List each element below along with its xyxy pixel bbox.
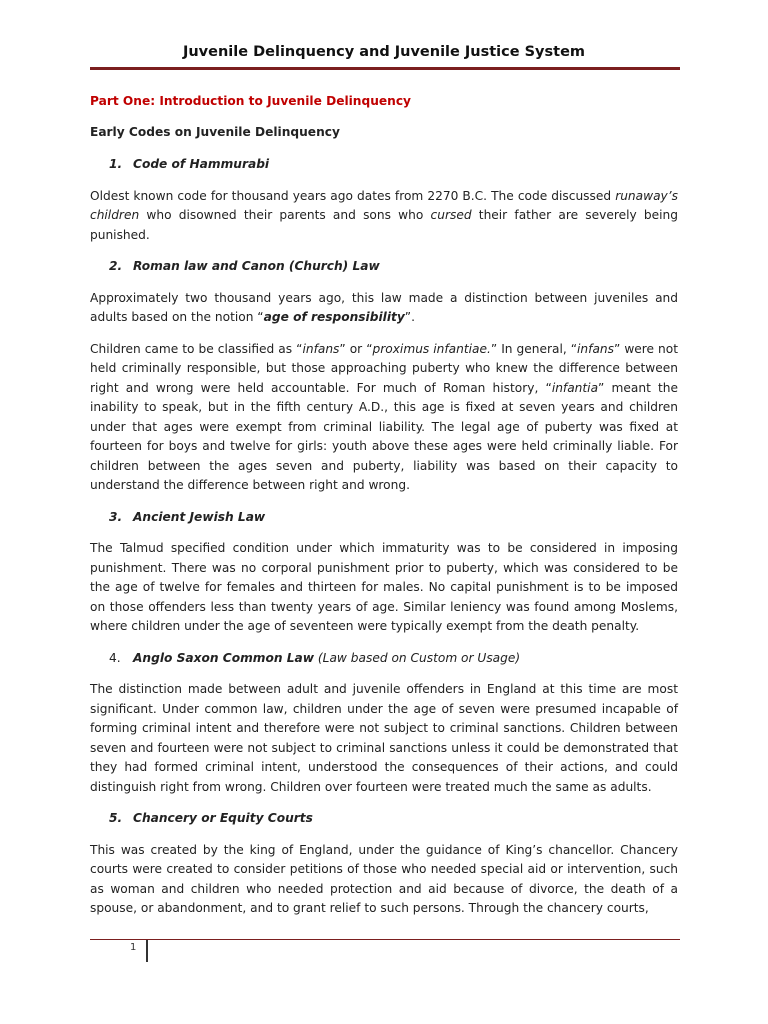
item-title: Ancient Jewish Law: [133, 509, 266, 524]
item-number: 2.: [109, 259, 123, 273]
item-number: 3.: [109, 509, 123, 524]
text-run: Children came to be classified as “: [90, 341, 303, 356]
paragraph: The distinction made between adult and juvenile offenders in England at this time are most significant. Under common law, children under the age of seven were presumed incapable of forming criminal intent and therefore were not subject to criminal sanctions. Children between seven and fourteen were not subject to criminal sanctions unless it could be demonstrated that they had formed criminal intent, understood the consequences of their actions, and could distinguish right from wrong. Children over fourteen were treated much the same as adults.: [90, 682, 678, 794]
item-number: 4.: [109, 650, 121, 665]
text-run: their father are severely being punished.: [90, 208, 678, 242]
part-heading: Part One: Introduction to Juvenile Delinquency: [90, 94, 411, 108]
item-title: Chancery or Equity Courts: [133, 811, 313, 825]
text-run: ” meant the inability to speak, but in the fifth century A.D., this age is fixed at seven years and children under that ages were exempt from criminal liability. The legal age of puberty was fixed at fourteen for boys and twelve for girls: youth above these ages were held criminally liable. For children between the ages seven and puberty, liability was based on their capacity to understand the difference between right and wrong.: [90, 380, 679, 492]
item-title: Anglo Saxon Common Law: [133, 650, 315, 665]
text-run: Oldest known code for thousand years ago dates from 2270 B.C. The code discussed: [90, 188, 616, 203]
italic-text: infans: [577, 341, 614, 356]
text-run: Approximately two thousand years ago, this law made a distinction between juveniles and adults based on the notion “: [90, 290, 678, 324]
item-subtitle: (Law based on Custom or Usage): [317, 650, 521, 665]
bold-italic-text: age of responsibility: [263, 310, 405, 324]
section-heading: Early Codes on Juvenile Delinquency: [90, 124, 340, 139]
text-run: ”.: [404, 310, 415, 324]
text-run: who disowned their parents and sons who: [139, 208, 431, 222]
text-run: ” or “: [339, 341, 373, 356]
page-number-bar: [146, 940, 148, 962]
footer-divider: [90, 939, 680, 940]
item-heading-1: [109, 155, 678, 175]
paragraph: [90, 187, 678, 246]
item-title: Code of Hammurabi: [133, 157, 270, 171]
document-body: [90, 92, 678, 931]
paragraph: [90, 340, 678, 496]
text-run: ” were not held criminally responsible, but those approaching puberty who knew the difference between right and wrong were held accountable. For much of Roman history, “: [90, 341, 678, 395]
header-divider: [90, 67, 680, 70]
page-number: 1: [130, 942, 137, 953]
header-title: Juvenile Delinquency and Juvenile Justice System: [182, 44, 586, 60]
item-title: Roman law and Canon (Church) Law: [133, 259, 380, 273]
italic-text: infantia: [551, 380, 599, 395]
text-run: ” In general, “: [490, 341, 578, 356]
paragraph: This was created by the king of England, under the guidance of King’s chancellor. Chancery courts were created to consider petitions of those who needed special aid or intervention, such as woman and children who needed protection and aid because of divorce, the death of a spouse, or abandonment, and to grant relief to such persons. Through the chancery courts,: [90, 842, 678, 915]
italic-text: cursed: [430, 208, 472, 222]
item-heading-3: [109, 508, 678, 528]
item-heading-5: [109, 809, 678, 829]
paragraph: The Talmud specified condition under which immaturity was to be considered in imposing punishment. There was no corporal punishment prior to puberty, which was considered to be the age of twelve for females and thirteen for males. No capital punishment is to be imposed on those offenders less than twenty years of age. Similar leniency was found among Moslems, where children under the age of seventeen were typically exempt from the death penalty.: [90, 541, 678, 633]
item-number: 1.: [109, 157, 123, 171]
item-number: 5.: [109, 811, 123, 825]
italic-text: infans: [302, 341, 340, 356]
paragraph: [90, 289, 678, 328]
item-heading-2: [109, 257, 678, 277]
item-heading-4: [109, 649, 678, 669]
italic-text: proximus infantiae.: [372, 341, 491, 356]
italic-text: runaway’s children: [90, 188, 678, 222]
